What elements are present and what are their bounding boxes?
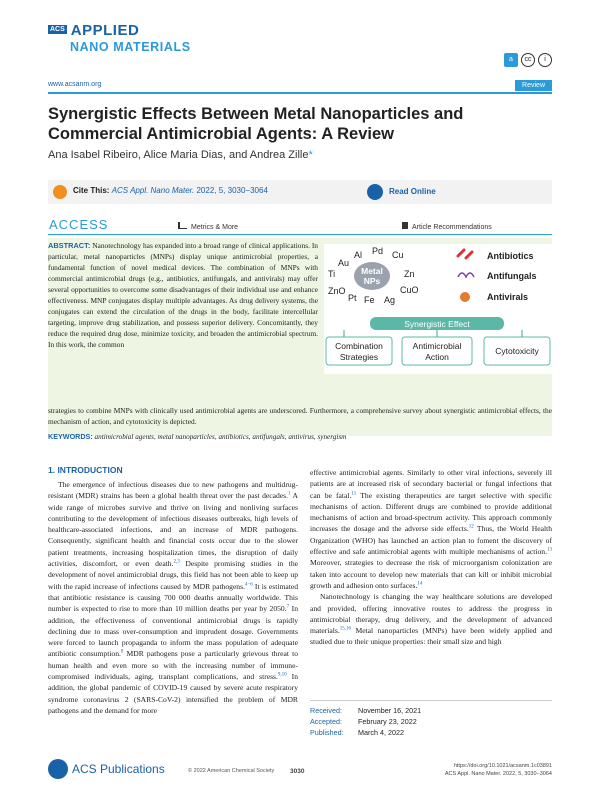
metrics-link[interactable]: Metrics & More: [178, 222, 238, 231]
doi-block: [445, 762, 552, 778]
citation-ref[interactable]: 14: [417, 581, 423, 587]
text-run: It is estimated that antibiotic resistance is causing 700 000 deaths annually worldwide. This number is expected to rise to more than 10 million deaths per year by 2050.: [48, 581, 298, 614]
open-access-icons: [504, 53, 552, 67]
text-run: Nanotechnology is changing the way healthcare solutions are developed and provided, offering innovative routes to address the progress in antimicrobial therapy, drug delivery, and the development of advanced materials.: [310, 592, 552, 636]
date-accepted: Accepted: February 23, 2022: [310, 717, 417, 726]
cite-this: [73, 186, 268, 195]
date-published: Published: March 4, 2022: [310, 728, 404, 737]
antivirals-icon: [460, 292, 470, 302]
metal-Zn: Zn: [404, 269, 415, 279]
abstract-body-1: Nanotechnology has expanded into a broad range of clinical applications. In particular, metal nanoparticles (MNPs) display unique antimicrobial properties, a fundamental function of novel medical devices. The combination of MNPs with commercial antimicrobial drugs (e.g., antibiotics, antifungals, and antivirals) may offer several opportunities to overcome some disadvantages of their individual use and enhance effectiveness. MNP conjugates display multiple advantages. As drug delivery systems, the conjugates can extend the circulation of the drugs in the body, facilitate intercellular targeting, improve drug stabilization, and possess superior delivery. Concomitantly, they reduce the required drug dose, minimize toxicity, and broaden the antimicrobial spectrum. In this work, the common: [48, 241, 318, 349]
acs-open-access-icon: a: [504, 53, 518, 67]
abstract-part2: strategies to combine MNPs with clinically used antimicrobial agents are underscored. Furthermore, a comprehensive survey about synergistic antimicrobial effects, the mechanism of action, and cytotoxicity is depicted.: [48, 406, 552, 426]
authors: [48, 149, 313, 161]
section-heading: 1. INTRODUCTION: [48, 465, 123, 475]
paragraph-right-1: [310, 467, 552, 591]
metal-Fe: Fe: [364, 295, 375, 305]
bar-chart-icon: [178, 222, 187, 229]
text-run: In addition, the effectiveness of conventional antimicrobial drugs is rapidly declining due to mass over-consumption and imprudent dosage. Governments were forced to launch propaganda to inform the mass population of adequate antibiotic consumption.: [48, 604, 298, 659]
citation-ref[interactable]: 9,10: [277, 672, 287, 678]
box-antimicrobial-l1: Antimicrobial: [412, 341, 462, 351]
acs-publications-logo[interactable]: ACS Publications: [48, 759, 165, 779]
article-recommendations-link[interactable]: Article Recommendations: [402, 222, 492, 231]
box-cytotoxicity-l1: Cytotoxicity: [495, 346, 539, 356]
globe-icon[interactable]: [367, 184, 383, 200]
metal-Al: Al: [354, 250, 363, 260]
citation-ref[interactable]: 15,16: [339, 626, 351, 632]
text-run: Thus, the World Health Organization (WHO) has launched an action plan to foment the discovery of effective and safe antimicrobial agents with multiple mechanisms of action.: [310, 524, 553, 557]
abstract-label: ABSTRACT:: [48, 241, 91, 250]
journal-name-line2: NANO MATERIALS: [70, 40, 191, 54]
synergy-label: Synergistic Effect: [404, 319, 470, 329]
abstract-part1: [48, 240, 318, 350]
citation-ref[interactable]: 1: [288, 491, 291, 497]
article-type-badge: Review: [515, 80, 552, 91]
paragraph-left-1: [48, 479, 298, 716]
agent-antivirals: Antivirals: [487, 292, 529, 302]
metal-Pt: Pt: [348, 293, 357, 303]
metal-CuO: CuO: [400, 285, 419, 295]
citation-ref[interactable]: 13: [547, 547, 552, 553]
text-run: Moreover, strategies to decrease the risk of microorganism colonization are taken into account to develop new materials that can kill or inhibit microbial growth and adhesion onto surfaces.: [310, 558, 552, 590]
journal-name-line1: APPLIED: [70, 22, 140, 39]
document-icon: [402, 222, 408, 229]
text-run: In addition, the global pandemic of COVID-19 caused by severe acute respiratory syndrome coronavirus 2 (SARS-CoV-2) intensified the problem of MDR pathogens and the demand for more: [48, 672, 298, 715]
text-run: MDR pathogens pose a particularly grievous threat to human health and even more so with the increasing number of immune-compromised individuals, aging, transplant complications, and stress.: [48, 649, 298, 682]
metal-ZnO: ZnO: [328, 286, 346, 296]
cite-journal-link[interactable]: ACS Appl. Nano Mater. 2022, 5, 3030−3064: [111, 186, 268, 195]
metal-Au: Au: [338, 258, 350, 268]
citation-ref[interactable]: 8: [120, 649, 124, 655]
metal-Pd: Pd: [372, 246, 384, 256]
text-run: The existing therapeutics are target selective with specific mechanisms of action. Different drugs are combined to provide additional mechanisms of action and broad-spectrum activity. This approach commonly increases the dosage and the adverse side effects.: [310, 490, 553, 534]
metal-nps-label-1: Metal: [361, 266, 383, 276]
metal-Cu: Cu: [392, 250, 404, 260]
box-antimicrobial-l2: Action: [425, 352, 449, 362]
by-icon: i: [538, 53, 552, 67]
citation-ref[interactable]: 7: [286, 604, 290, 610]
article-title: Synergistic Effects Between Metal Nanoparticles and Commercial Antimicrobial Agents: A Review: [48, 105, 464, 143]
date-received: Received: November 16, 2021: [310, 706, 422, 715]
article-dates: [310, 700, 552, 738]
box-combination-l2: Strategies: [339, 352, 379, 362]
copyright: © 2022 American Chemical Society: [188, 768, 275, 774]
text-run: Despite promising studies in the development of novel antimicrobial drugs, this field has not been able to keep up with the rapid increase of infections caused by MDR pathogens.: [48, 559, 298, 591]
citation-ref[interactable]: 2,3: [173, 559, 180, 565]
agent-antibiotics: Antibiotics: [487, 251, 534, 261]
journal-logo[interactable]: [48, 22, 208, 56]
agent-antifungals: Antifungals: [487, 271, 537, 281]
journal-acs-tag: ACS: [50, 26, 65, 33]
acs-hexagon-icon: [48, 759, 68, 779]
keywords-label: KEYWORDS:: [48, 432, 93, 441]
metal-Ag: Ag: [384, 295, 396, 305]
corresponding-author-mark[interactable]: *: [308, 149, 313, 161]
doi-link[interactable]: https://doi.org/10.1021/acsanm.1c03891: [453, 763, 552, 769]
metal-nps-label-2: NPs: [363, 276, 381, 286]
toc-graphic: [324, 244, 552, 374]
paragraph-right-2: [310, 591, 552, 647]
citation-ref[interactable]: 11: [351, 491, 357, 497]
cite-label: Cite This:: [73, 186, 110, 195]
body-right-column: [310, 467, 552, 648]
header-rule: [48, 92, 552, 94]
quote-icon: [53, 185, 67, 199]
site-url[interactable]: www.acsanm.org: [48, 81, 102, 88]
access-label: ACCESS: [49, 217, 109, 232]
text-run: The emergence of infectious diseases due to new pathogens and multidrug-resistant (MDR) strains has been a global health threat over the past decades.: [48, 480, 298, 501]
body-left-column: [48, 479, 298, 716]
keywords: [48, 432, 552, 441]
read-online-link[interactable]: Read Online: [389, 187, 436, 196]
cc-icon: cc: [521, 53, 535, 67]
page-number: 3030: [290, 768, 305, 775]
keywords-list: antimicrobial agents, metal nanoparticles, antibiotics, antifungals, antivirus, synergism: [94, 433, 347, 441]
box-combination-l1: Combination: [335, 341, 383, 351]
metal-Ti: Ti: [328, 269, 336, 279]
citation-ref[interactable]: 4−6: [244, 582, 253, 588]
text-run: effective antimicrobial agents. Similarly to other viral infections, severely ill patients are at increased risk of secondary bacterial or fungal infections that can be fatal.: [310, 468, 552, 500]
text-run: A wide range of microbes survive and thrive on living and nonliving surfaces contributing to the development of infectious diseases outbreaks, high levels of healthcare-associated infections, and an increase of MDR pathogens. Consequently, significant health and financial costs occur due to the slower patient treatments, increasing hospitalization times, the disruption of daily activities, discomfort, or even death.: [48, 491, 298, 569]
footer-citation: ACS Appl. Nano Mater. 2022, 5, 3030−3064: [444, 771, 552, 777]
text-run: Metal nanoparticles (MNPs) have been widely applied and studied due to their unique properties: their small size and high: [310, 626, 552, 647]
citation-ref[interactable]: 12: [468, 524, 474, 530]
author-list: Ana Isabel Ribeiro, Alice Maria Dias, and Andrea Zille: [48, 149, 309, 161]
